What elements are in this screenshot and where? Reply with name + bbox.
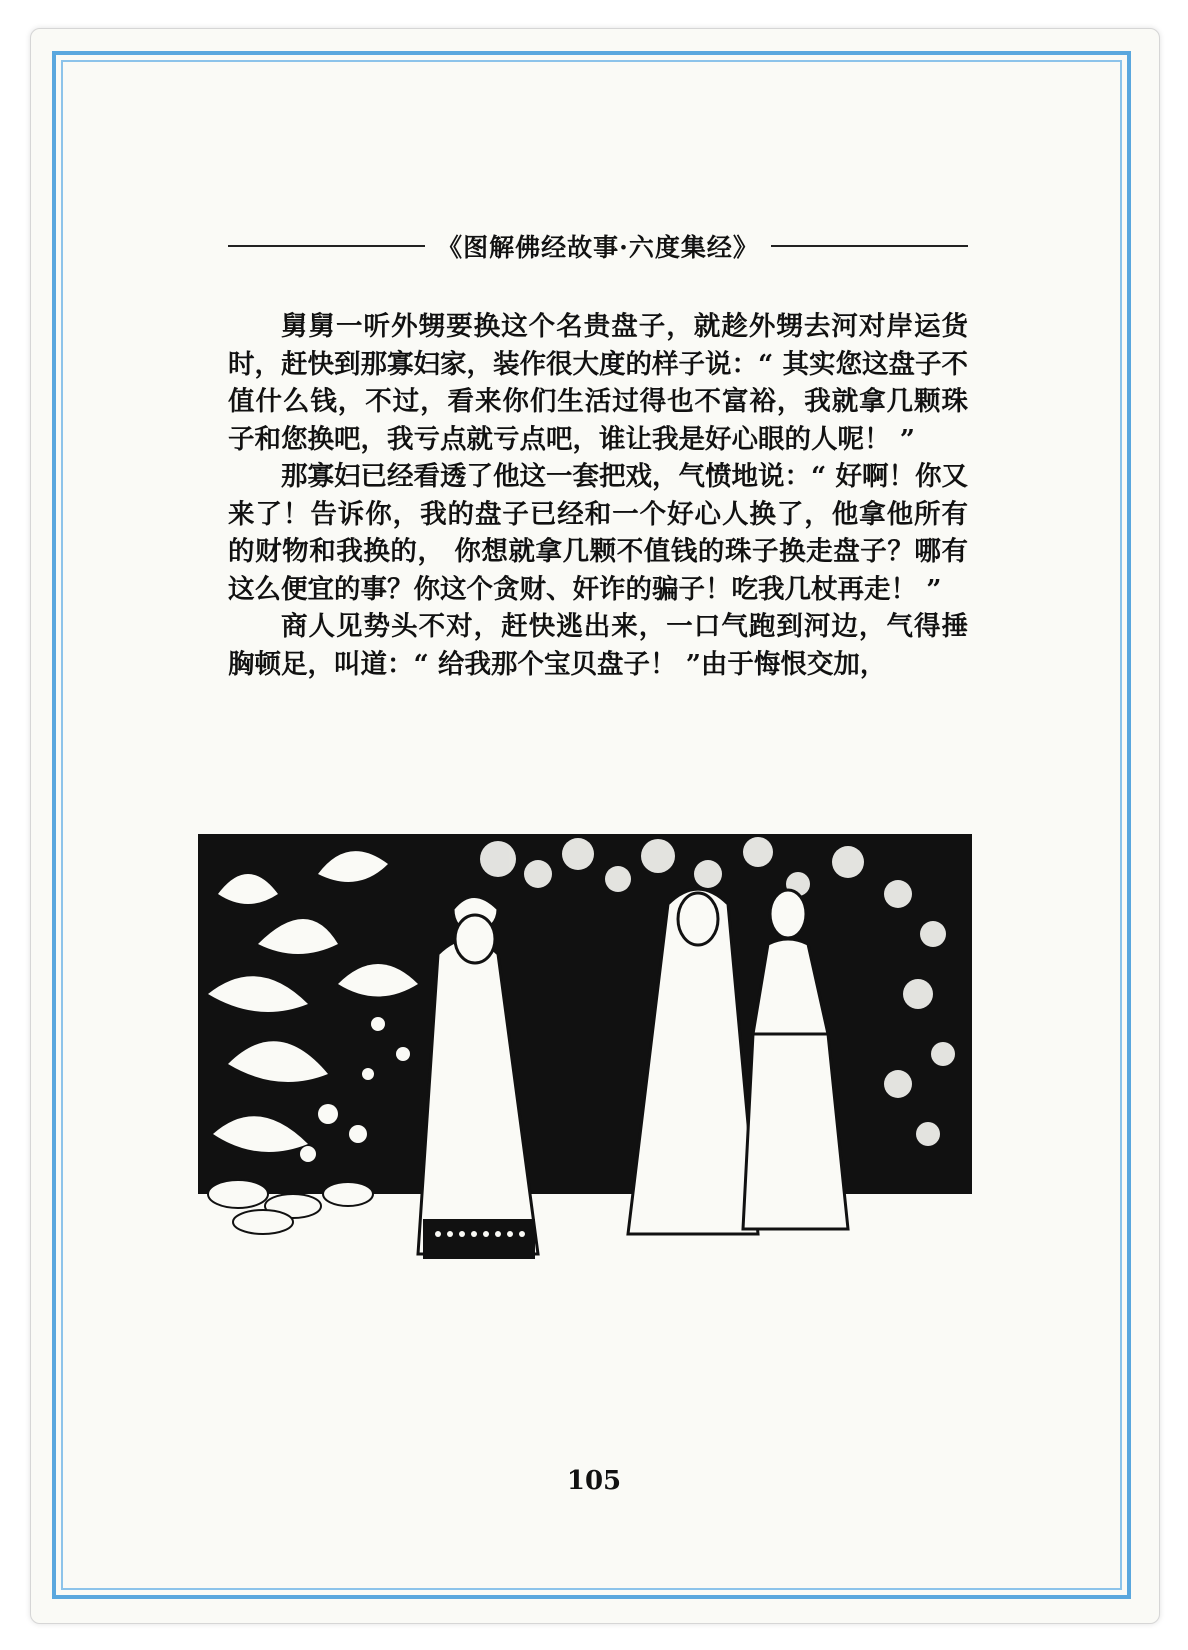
page-number: 105 bbox=[566, 1466, 622, 1496]
page-frame-inner bbox=[61, 60, 1122, 1590]
paragraph-3: 商人见势头不对，赶快逃出来，一口气跑到河边，气得捶胸顿足，叫道：“ 给我那个宝贝盘子！ ”由于悔恨交加， bbox=[228, 611, 968, 680]
header-rule-right bbox=[771, 245, 968, 247]
header-title: 《图解佛经故事·六度集经》 bbox=[437, 233, 759, 262]
header-rule-left bbox=[228, 245, 425, 247]
paragraph-2: 那寡妇已经看透了他这一套把戏，气愤地说：“ 好啊！你又来了！告诉你，我的盘子已经和一个好心人换了，他拿他所有的财物和我换的， 你想就拿几颗不值钱的珠子换走盘子？哪有这么便宜的事？你这个贪财、奸诈的骗子！吃我几杖再走！ ” bbox=[228, 461, 968, 605]
running-header bbox=[228, 228, 968, 264]
woodcut-illustration bbox=[198, 834, 972, 1309]
paragraph-1: 舅舅一听外甥要换这个名贵盘子，就趁外甥去河对岸运货时，赶快到那寡妇家，装作很大度的样子说：“ 其实您这盘子不值什么钱，不过，看来你们生活过得也不富裕，我就拿几颗珠子和您换吧，我亏点就亏点吧，谁让我是好心眼的人呢！ ” bbox=[228, 311, 968, 455]
body-text bbox=[228, 308, 968, 683]
